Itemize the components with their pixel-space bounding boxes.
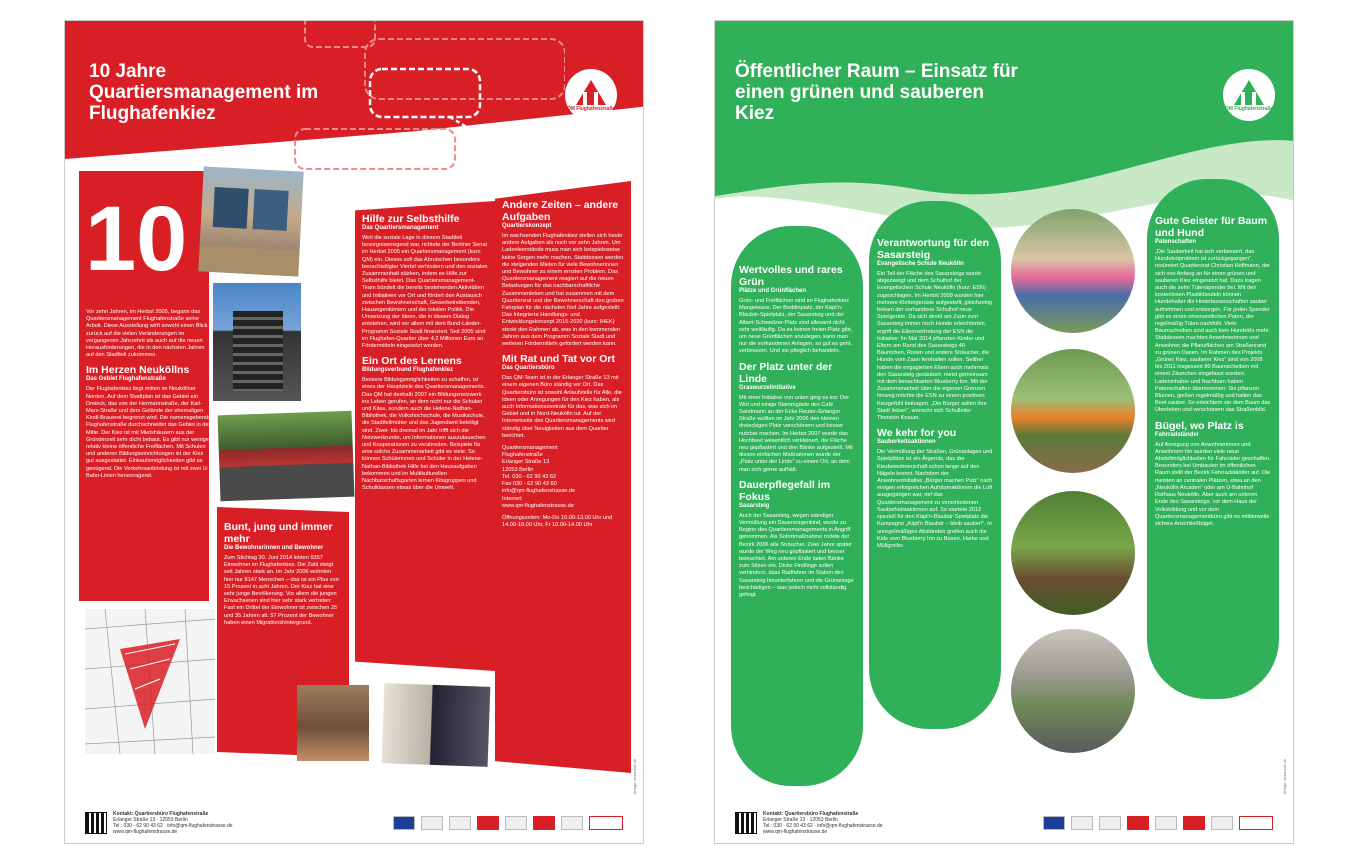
sub-linde: Graswurzelinitiative <box>739 384 796 391</box>
ministry-logo-icon <box>1071 816 1093 830</box>
big-number-10: 10 <box>85 188 188 290</box>
footer <box>715 803 1293 843</box>
sub-gute-geister: Patenschaften <box>1155 239 1197 245</box>
photo-stage-event <box>218 411 355 502</box>
column-1-text <box>79 303 219 603</box>
senate-logo-icon <box>1211 816 1233 830</box>
text-verantwortung: Ein Teil der Fläche des Sasarsteigs wurde abgezweigt und dem Schulhof der Evangelischen Schule Neukölln (kurz: ESN) zugeschlagen. Im Herbst 2009 wurden hier mehrere Klettergerüste aufgestellt, gleichzeitig bekam der vorhandene Schulhof neue Spielgeräte. Da sich direkt am Zaun zum Sasarsteig immer noch Hunde erleichterten, ergriff die Elternvertretung der ESN die Initiative: Im Mai 2014 pflanzten Kinder und Eltern am Rand des Sasarsteigs 40 Bäumchen, Rosen und andere Sträucher, die Hunde vom Zaun fernhalten sollen. Seither haben die engagierten Eltern auch mehrmals den Sasarsteig gesäubert, meist gemeinsam mit dem benachbarten Blueberry Inn. Mit der Zusammenarbeit über die eigenen Grenzen hinweg möchte die ESN zu einem positiven Kiezgefühl beitragen. „Die Bürger sollen ihre Stadt lieben“, wünscht sich Schulleiter Thorsten Knauer. <box>877 271 993 422</box>
pill-2-text <box>877 223 993 555</box>
qr-code-icon <box>735 812 757 834</box>
heading-verantwortung: Verantwortung für den Sasarsteig <box>877 237 990 261</box>
sub-wertvolles: Plätze und Grünflächen <box>739 288 807 294</box>
text-hilfe: Weil die soziale Lage in diesem Stadtteil besorgniserregend war, richtete der Berliner Senat im Herbst 2005 ein Quartiersmanagement (kurz: QM) ein. Dieses soll das Abrutschen besonders benachteiligter Viertel verhindern und den sozialen Zusammenhalt stärken, indem es Hilfe zur Selbsthilfe bietet. Das Quartiersmanagement-Team bündelt die bereits bestehenden Aktivitäten und Initiativen vor Ort und fördert den Austausch zwischen Bewohnerschaft, Gewerbetreibenden, Hauseigentümern und der lokalen Politik. Die Umsetzung der Ideen, die in diesem Dialog entstehen, wird vor allem mit dem Bund-Länder-Programm Soziale Stadt finanziert. Seit 2005 sind im Flughafen-Quartier über 4,2 Millionen Euro an Fördermitteln eingesetzt worden. <box>362 235 488 350</box>
design-credit: design: www.ex9.de <box>632 759 637 795</box>
heading-gute-geister: Gute Geister für Baum und Hund <box>1155 215 1268 239</box>
neukoelln-crest-icon <box>1183 816 1205 830</box>
opening-hours: Öffnungszeiten: Mo-Do 10.00-13.00 Uhr und 14.00-18.00 Uhr, Fr 10.00-14.00 Uhr <box>502 514 613 529</box>
column-2-text <box>355 207 495 669</box>
sub-lernen: Bildungsverbund Flughafenkiez <box>362 367 454 374</box>
sub-andere: Quartierskonzept <box>502 223 552 229</box>
heading-linde: Der Platz unter der Linde <box>739 360 833 385</box>
qr-code-icon <box>85 812 107 834</box>
map-graphic <box>85 609 215 754</box>
heading-kehr: We kehr for you <box>877 427 957 440</box>
start-logo-icon <box>477 816 499 830</box>
soziale-stadt-logo-icon <box>449 816 471 830</box>
pill-1-text <box>739 248 855 604</box>
soziale-stadt-logo-icon <box>1099 816 1121 830</box>
photo-arcaden-building <box>213 283 301 401</box>
sub-hilfe: Das Quartiersmanagement <box>362 225 439 231</box>
be-berlin-logo-icon <box>1239 816 1273 830</box>
qm-logo <box>1223 69 1275 121</box>
pill-column-1 <box>731 226 863 786</box>
heading-rat: Mit Rat und Tat vor Ort <box>502 353 615 366</box>
start-logo-icon <box>1127 816 1149 830</box>
logo-text: QM Flughafenstraße <box>1224 106 1274 112</box>
qm-logo-icon <box>1232 78 1266 106</box>
text-andere: Im wachsenden Flughafenkiez stellen sich heute andere Aufgaben als noch vor zehn Jahren. Um Ladenleerstände muss man sich beispielsweise keine Sorgen mehr machen. Stattdessen werden die steigenden Mieten für viele Bewohnerinnen und Bewohner zu einem ernsten Problem. Das Quartiersmanagement reagiert auf die neuen Belastungen für das nachbarschaftliche Zusammenleben und hat zusammen mit dem Quartiersrat und der Bewohnerschaft den groben Fahrplan für die nächsten fünf Jahre aufgestellt: Das Integrierte Handlungs- und Entwicklungskonzept 2015-2020 (kurz: IHEK) steckt den Rahmen ab, was in den kommenden Jahren aus dem Programm Soziale Stadt und weiteren Fördermitteln gefördert werden kann. <box>502 233 624 348</box>
text-bunt: Zum Stichtag 30. Juni 2014 lebten 9357 Einwohner im Flughafenkiez. Die Zahl steigt seit Jahren stark an. Im Jahr 2006 wohnten hier nur 8147 Menschen – das ist ein Plus von 15 Prozent in acht Jahren. Der Kiez hat eine sehr junge Bevölkerung. Vor allem die jungen Erwachsenen sind hier sehr stark vertreten: Fast ein Drittel der Einwohner ist zwischen 25 und 35 Jahren alt. 57 Prozent der Bewohner haben einen Migrationshintergrund. <box>224 555 339 626</box>
sub-herzen: Das Gebiet Flughafenstraße <box>86 376 166 383</box>
sub-buegel: Fahrradständer <box>1155 431 1200 438</box>
qm-logo-icon <box>574 78 608 106</box>
text-gute-geister: „Die Sauberkeit hat sich verbessert, das Hundekotproblem ist zurückgegangen“, resümiert Quartiersrat Christian Hoffmann, der sich von Anfang an für einen grünen und sauberen Kiez eingesetzt hat. Dazu tragen auch die zehn Tütenspender bei. Mit den kostenlosen Plastikbeuteln können Hundehalter die Hinterlassenschaften sauber aufnehmen und entsorgen. Für jeden Spender gibt es einen ehrenamtlichen Paten, der regelmäßig Tüten nachfüllt. Viele Baumscheiben sind auch kein Hundeklo mehr. Stattdessen machten Anwohnerinnen und Anwohner die Pflanzflächen am Straßenrand zu grünen Oasen. Im Rahmen des Projekts „Grüner Kiez, sauberer Kiez“ sind von 2008 bis 2011 insgesamt 80 Baumscheiben mit einem Zäunchen eingefasst worden. Ladeninhaber und Nachbarn haben Patenschaften übernommen: Sie pflanzen Blumen, gießen regelmäßig und halten das Beet sauber. So erleichtern sie dem Baum das Überleben und verschönern das Straßenbild. <box>1155 249 1271 414</box>
sub-dauer: Sasarsteig <box>739 502 770 509</box>
text-buegel: Auf Anregung von Anwohnerinnen und Anwohnern hin wurden viele neue Abstellmöglichkeiten für Fahrräder geschaffen. Besonders bei Umbauten im öffentlichen Raum stellt der Bezirk Fahrradständer auf. Die meisten an zentralen Plätzen, etwa an den „Neukölln Arcaden“ oder am U-Bahnhof Rathaus Neukölln. Aber auch am unteren Ende des Sasarsteigs, vor dem Haus der Volksbildung und vor dem Quartiersmanagementbüro gibt es mittlerweile sichere Anschließbügel. <box>1155 441 1271 527</box>
berlinbaut-logo-icon <box>505 816 527 830</box>
contact-block: Kontakt: Quartiersbüro Flughafenstraße Erlanger Straße 13 · 12053 Berlin Tel.: 030 - 62 90 43 62 · info@qm-flughafenstrasse.de www.qm-flughafenstrasse.de <box>113 811 233 835</box>
photo-circle-cleanup <box>1011 349 1135 473</box>
poster-oeffentlicher-raum <box>714 20 1294 844</box>
text-rat: Das QM-Team ist in der Erlanger Straße 13 mit einem eigenen Büro ständig vor Ort. Das Quartiersbüro ist sowohl Anlaufstelle für Alle, die Ideen oder Anregungen für den Kiez haben, als auch Informationszentrale für das, was sich im Gebiet und in Nord-Neukölln tut. Auf der Internetseite des Quartiersmanagements wird ständig über Neuigkeiten aus dem Quartier berichtet. <box>502 375 622 439</box>
sub-bunt: Die Bewohnerinnen und Bewohner <box>224 545 324 551</box>
eu-flag-icon <box>393 816 415 830</box>
eu-flag-icon <box>1043 816 1065 830</box>
heading-herzen: Im Herzen Neuköllns <box>86 364 190 377</box>
footer <box>65 803 643 843</box>
heading-andere: Andere Zeiten – andere Aufgaben <box>502 199 619 223</box>
photo-group <box>297 685 369 761</box>
photo-women <box>382 683 491 767</box>
address-block: Quartiersmanagement Flughafenstraße Erlanger Straße 13 12053 Berlin Tel. 030 - 62 90 43 62 Fax 030 - 62 90 43 60 info@qm-flughafenstrasse.de Internet: www.qm-flughafenstrasse.de <box>502 445 576 509</box>
sub-verantwortung: Evangelische Schule Neukölln <box>877 261 964 267</box>
senate-logo-icon <box>561 816 583 830</box>
photo-storefront <box>198 166 303 276</box>
sponsor-logos <box>393 816 623 830</box>
text-herzen: Der Flughafenkiez liegt mitten im Neuköllner Norden. Auf dem Stadtplan ist das Gebiet ein Dreieck, das von der Hermannstraße, der Karl-Marx-Straße und dem Gelände der ehemaligen Kindl-Brauerei begrenzt wird. Die namensgebende Flughafenstraße durchschneidet das Gebiet in der Mitte. Der Kiez ist mit Mietshäusern aus der Gründerzeit sehr dicht bebaut. Es gibt nur wenige, relativ kleine öffentliche Freiflächen. Mit Schulen und anderen Bildungseinrichtungen ist der Kiez gut ausgestattet. Einkaufsmöglichkeiten gibt es genügend. Die Verkehrsanbindung ist mit zwei U-Bahn-Linien hervorragend. <box>86 386 212 479</box>
poster-title: Öffentlicher Raum – Einsatz für einen grünen und sauberen Kiez <box>735 61 1018 124</box>
text-wertvolles: Grün- und Freiflächen sind im Flughafenkiez Mangelware. Der Boddinplatz, der Käpt'n-Blaubär-Spielplatz, der Sasarsteig und der Albert-Schweitzer-Platz sind allesamt nicht sehr weitläufig. Da es keinen freien Platz gibt, um neue Grünflächen anzulegen, kann man nur die vorhandenen Anlagen, so gut es geht, verbessern. Und sie pfleglich behandeln. <box>739 298 853 355</box>
heading-buegel: Bügel, wo Platz is <box>1155 419 1244 432</box>
district-map <box>85 609 215 754</box>
text-kehr: Die Vermüllung der Straßen, Grünanlagen und Spielplätze ist ein Ärgernis, das der Kiezbewohnerschaft schon lange auf den Nägeln brennt. Nachdem der Anwohnerinitiative „Bürger machen Putz“ nach einigen erfolgreichen Aufräumaktionen die Luft ausgegangen war, rief das Quartiersmanagement zu verschiedenen Sauberkeitsaktionen auf. So startete 2012 speziell für den Käpt'n-Blaubär-Spielplatz die Kampagne „Käpt'n Blaubär – bleib sauber!“. In unregelmäßigen Abständen greifen auch die Kids vom Blueberry Inn zu Besen, Harke und Müllgreifer. <box>877 449 993 549</box>
berlinbaut-logo-icon <box>1155 816 1177 830</box>
logo-text: QM Flughafenstraße <box>566 106 616 112</box>
column-3-text <box>495 193 631 773</box>
be-berlin-logo-icon <box>589 816 623 830</box>
sub-rat: Das Quartiersbüro <box>502 365 555 372</box>
text-dauer: Auch der Sasarsteig, wegen ständiger Vermüllung ein Dauersorgenkind, wurde zu Beginn des Quartiersmanagements in Angriff genommen. Als Sofortmaßnahme rodete der Bezirk 2006 alle Sträucher. Zwei Jahre später wurde der Weg neu gepflastert und besser beleuchtet. Am unteren Ende laden Bänke zum Sitzen ein. Dicke Findlinge sollen verhindern, dass Radfahrer im Slalom den Sasarsteig hinunterfahren und die Grünanlage beschädigen – was jedoch nicht vollständig gelingt. <box>739 512 854 599</box>
design-credit: design: www.ex9.de <box>1282 759 1287 795</box>
sub-kehr: Sauberkeitsaktionen <box>877 439 936 446</box>
pill-column-3 <box>1147 179 1279 699</box>
heading-hilfe: Hilfe zur Selbsthilfe <box>362 213 460 225</box>
poster-quartiersmanagement <box>64 20 644 844</box>
photo-circle-children <box>1011 209 1135 333</box>
heading-lernen: Ein Ort des Lernens <box>362 355 462 368</box>
ministry-logo-icon <box>421 816 443 830</box>
contact-block: Kontakt: Quartiersbüro Flughafenstraße Erlanger Straße 13 · 12053 Berlin Tel.: 030 - 62 90 43 62 · info@qm-flughafenstrasse.de www.qm-flughafenstrasse.de <box>763 811 883 835</box>
pill-3-text <box>1155 201 1271 533</box>
qm-logo <box>565 69 617 121</box>
text-lernen: Bessere Bildungsmöglichkeiten zu schaffen, ist eines der Hauptziele des Quartiersmanagements. Das QM hat deshalb 2007 ein Bildungsnetzwerk ins Leben gerufen, an dem nicht nur die Schulen und Kitas, sondern auch die Helene-Nathan-Bibliothek, die Volkshochschule, die Musikschule, die Stadtteilmütter und das Jugendamt beteiligt sind. Zwei- bis dreimal im Jahr trifft sich die Netzwerkrunde, um Informationen auszutauschen und Kooperationen zu verabreden. Beispiele für eine solche Zusammenarbeit gibt es viele: So können Schülerinnen und Schüler in der Helene-Nathan-Bibliothek Hilfe bei den Hausaufgaben bekommen und im Multikulturellen Nachbarschaftsgarten lernen Kitagruppen und Schulklassen etwas über die Umwelt. <box>362 377 486 492</box>
text-linde: Mit einer Initiative von unten ging es los: Der Wirt und einige Stammgäste des Café Sandmann an der Ecke Reuter-/Erlanger Straße wollten im Jahr 2006 den kleinen dreieckigen Platz verschönern und besser nutzbar machen. Im Herbst 2007 wurde das Hochbeet wesentlich verkleinert, die Fläche neu gepflastert und drei Bänke aufgestellt. Mit diesen einfachen Maßnahmen wurde der „Platz unter der Linde“ zu einem Ort, an dem man sich gerne aufhält. <box>739 394 853 473</box>
heading-wertvolles: Wertvolles und rares Grün <box>739 264 843 288</box>
neukoelln-crest-icon <box>533 816 555 830</box>
sponsor-logos <box>1043 816 1273 830</box>
photo-circle-planting <box>1011 491 1135 615</box>
poster-title: 10 Jahre Quartiersmanagement im Flughafenkiez <box>89 61 319 124</box>
photo-circle-street <box>1011 629 1135 753</box>
heading-bunt: Bunt, jung und immer mehr <box>224 521 333 545</box>
pill-column-2 <box>869 201 1001 729</box>
intro-text: Vor zehn Jahren, im Herbst 2005, begann das Quartiersmanagement Flughafenstraße seine Arbeit. Diese Ausstellung wirft sowohl einen Blick zurück auf die vielen Veränderungen im vergangenen Jahrzehnt als auch auf die neuen Herausforderungen, die in den nächsten Jahren auf den Stadtteil zukommen. <box>86 309 208 359</box>
heading-dauer: Dauerpflegefall im Fokus <box>739 478 831 503</box>
